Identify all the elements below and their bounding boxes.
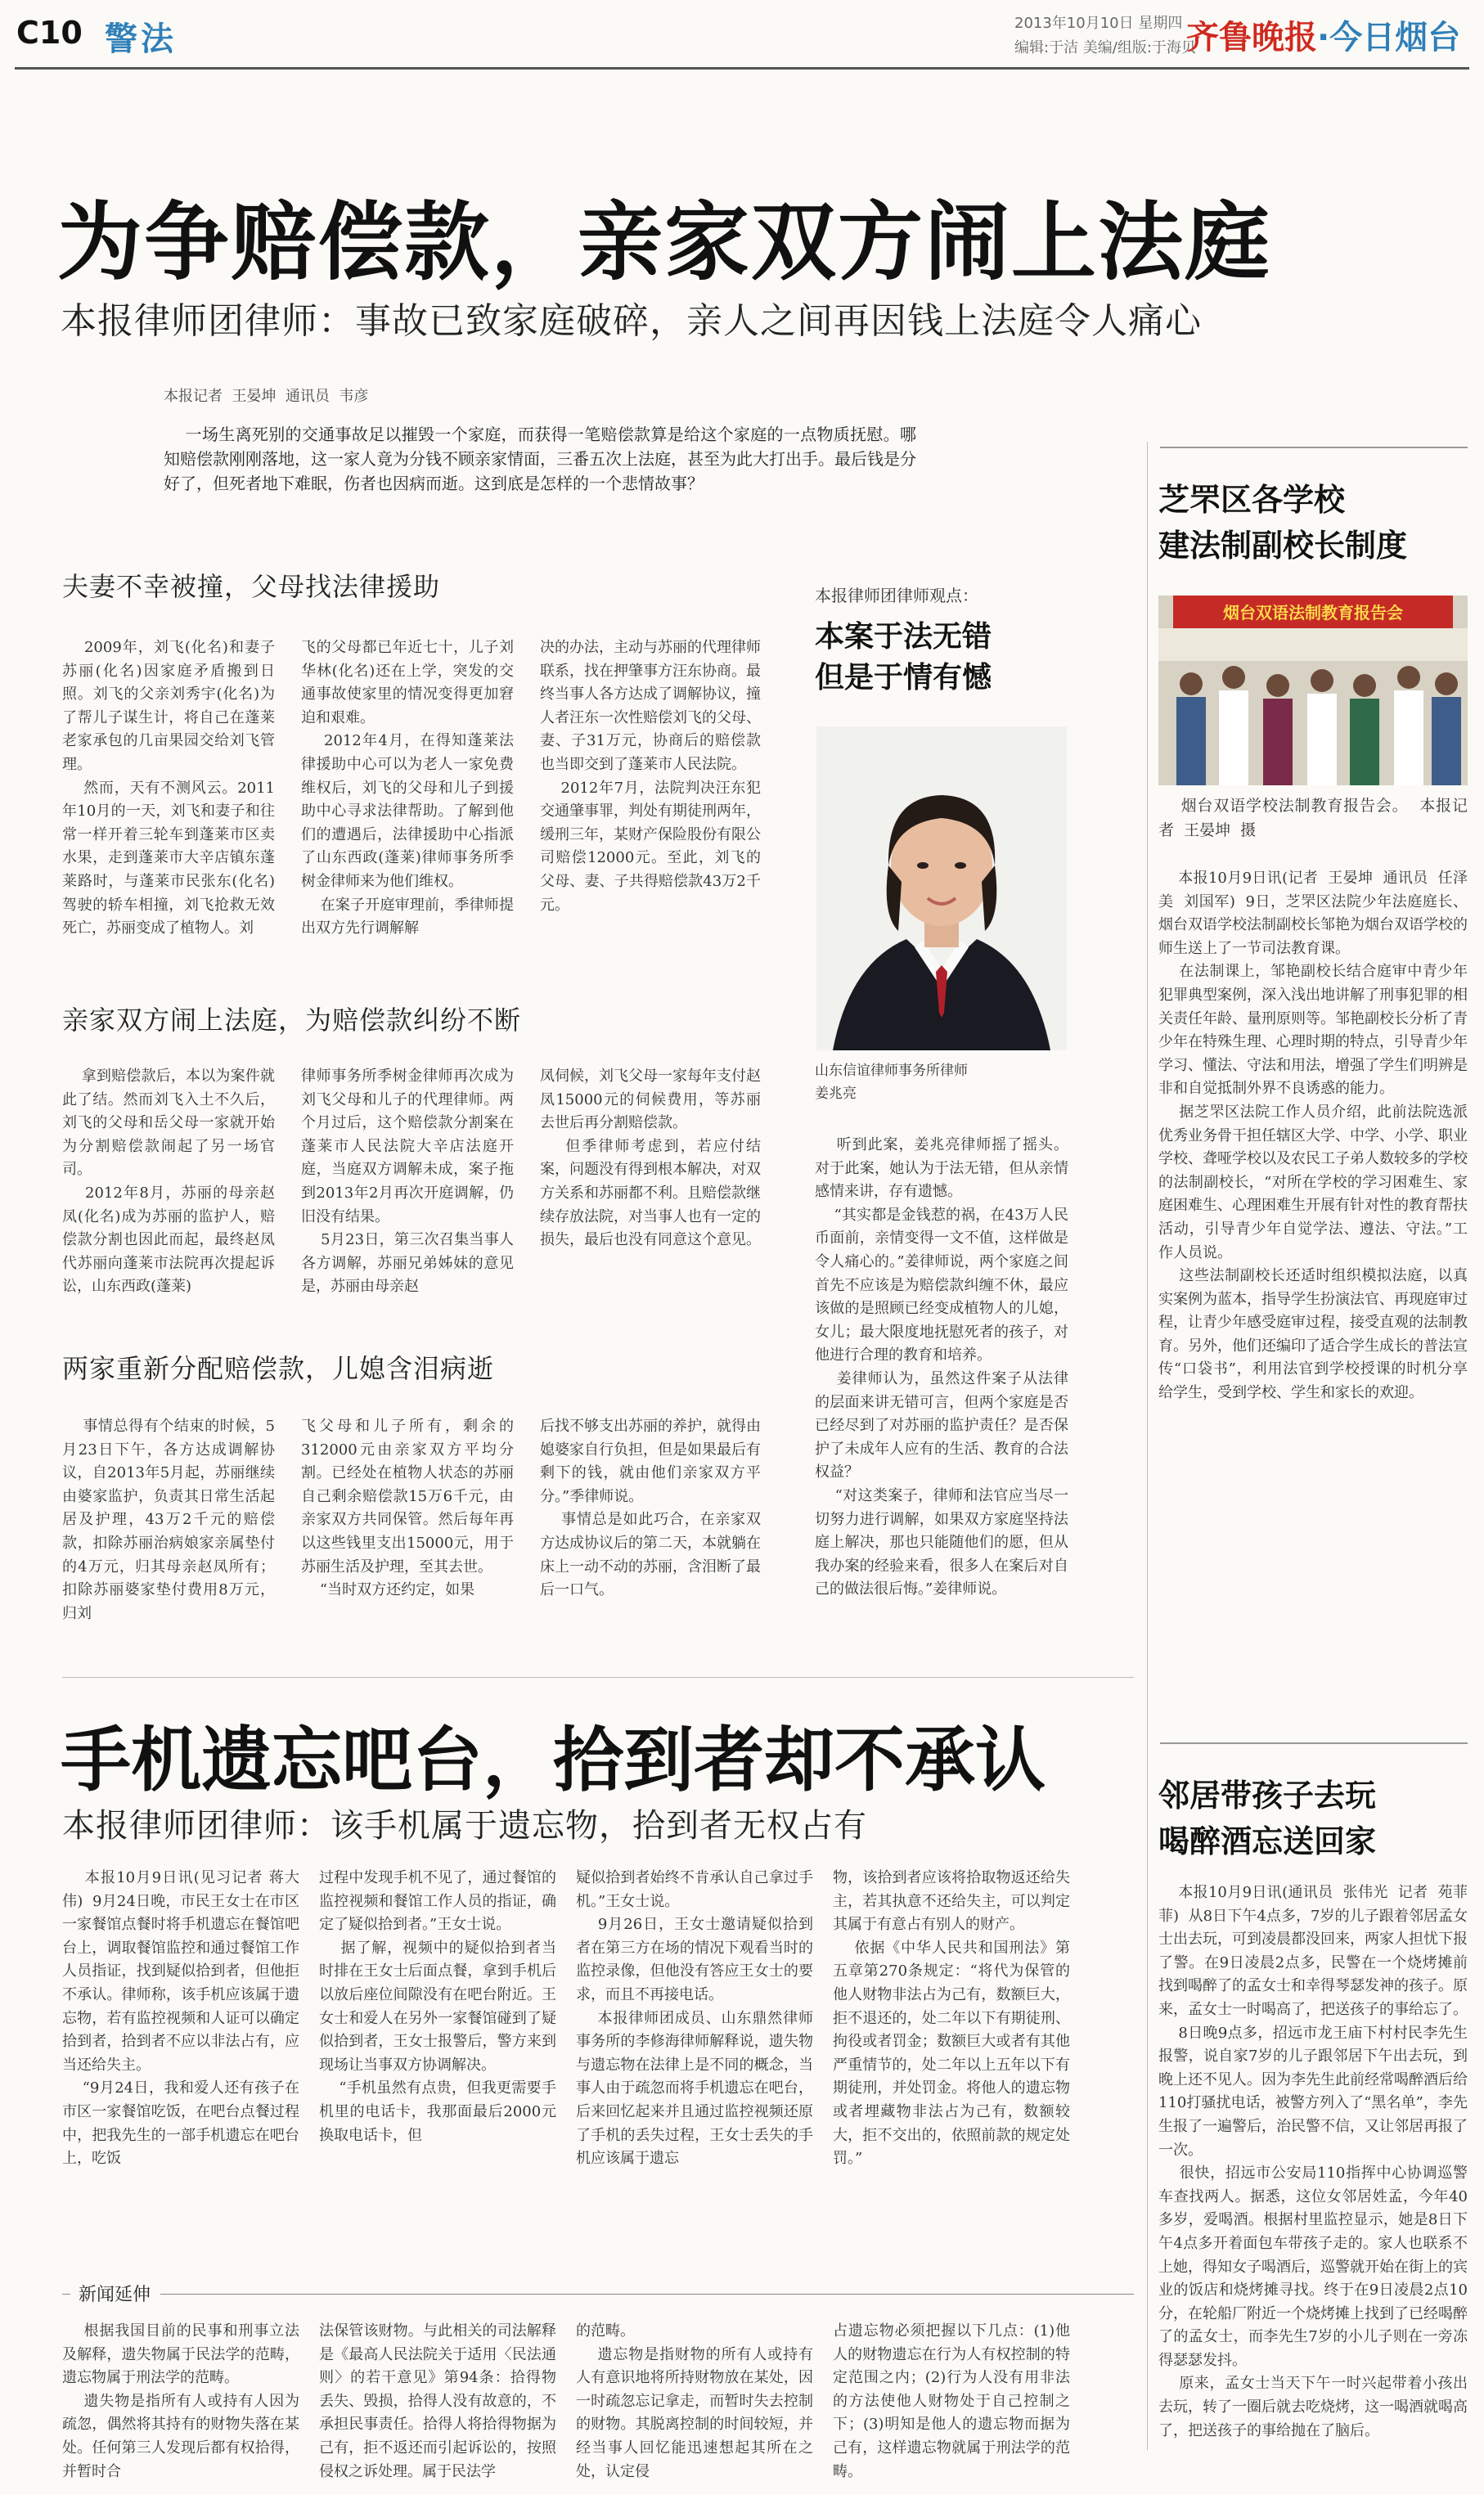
- right1-title-2: 建法制副校长制度: [1158, 528, 1408, 564]
- photo-caption-firm: 山东信谊律师事务所律师: [815, 1063, 968, 1079]
- photo-caption-name: 姜兆亮: [815, 1086, 857, 1102]
- story2-top-rule: [62, 1677, 1134, 1678]
- right2-title-2: 喝醉酒忘送回家: [1158, 1823, 1377, 1859]
- s1-col2: 飞的父母都已年近七十，儿子刘华林(化名)还在上学，突发的交通事故使家里的情况变得更加窘迫和艰难。 2012年4月，在得知蓬莱法律援助中心可以为老人一家免费维权后，刘飞的父母和儿子到援助中心寻求法律帮助。了解到他们的遭遇后，法律援助中心指派了山东西政(蓬莱)律师事务所季树金律师来为他们维权。 在案子开庭审理前，季律师提出双方先行调解解: [301, 639, 514, 937]
- opinion-body: 听到此案，姜兆亮律师摇了摇头。对于此案，她认为于法无错，但从亲情感情来讲，存有遗憾。 “其实都是金钱惹的祸，在43万人民币面前，亲情变得一文不值，这样做是令人痛心的。”姜律师说，两个家庭之间首先不应该是为赔偿款纠缠不休，最应该做的是照顾已经变成植物人的儿媳，女儿；最大限度地抚慰死者的孩子，对他进行合理的教育和培养。 姜律师认为，虽然这件案子从法律的层面来讲无错可言，但两个家庭是否已经尽到了对苏丽的监护责任？是否保护了未成年人应有的生活、教育的合法权益？ “对这类案子，律师和法官应当尽一切努力进行调解，如果双方家庭坚持法庭上解决，那也只能随他们的愿，但从我办案的经验来看，很多人在案后对自己的做法很后悔。”姜律师说。: [815, 1136, 1068, 1598]
- story1-headline: 为争赔偿款，亲家双方闹上法庭: [57, 192, 1272, 292]
- page-number: C10: [16, 15, 83, 51]
- editor-credits: 编辑:于洁 美编/组版:于海贝: [1014, 39, 1196, 56]
- right2-body: 本报10月9日讯(通讯员 张伟光 记者 苑菲菲) 从8日下午4点多，7岁的儿子跟着邻居孟女士出去玩，可到凌晨都没回来，两家人担忧下报了警。在9日凌晨2点多，民警在一个烧烤摊前找到喝醉了的孟女士和幸得琴瑟发神的孩子。原来，孟女士一时喝高了，把送孩子的事给忘了。 8日晚9点多，招远市龙王庙下村村民李先生报警，说自家7岁的儿子跟邻居下午出去玩，到晚上还不见人。因为李先生此前经常喝醉酒后给110打骚扰电话，被警方列入了“黑名单”，李先生报了一遍警后，治民警不信，又让邻居再报了一次。 很快，招远市公安局110指挥中心协调巡警车查找两人。据悉，这位女邻居姓孟，今年40多岁，爱喝酒。根据村里监控显示，她是8日下午4点多开着面包车带孩子走的。家人也联系不上她，得知女子喝酒后，巡警就开始在街上的宾业的饭店和烧烤摊寻找。终于在9日凌晨2点10分，在轮船厂附近一个烧烤摊上找到了已经喝醉了的孟女士，而李先生7岁的小儿子则在一旁冻得瑟瑟发抖。 原来，孟女士当天下午一时兴起带着小孩出去玩，转了一圈后就去吃烧烤，这一喝酒就喝高了，把送孩子的事给抛在了脑后。: [1158, 1884, 1468, 2439]
- extension-col4: 占遗忘物必须把握以下几点：(1)他人的财物遗忘在行为人有权控制的特定范围之内；(2)行为人没有用非法的方法使他人财物处于自己控制之下；(3)明知是他人的遗忘物而据为己有，这样遗忘物就属于刑法学的范畴。: [833, 2322, 1070, 2480]
- event-banner-text: 烟台双语法制教育报告会: [1223, 603, 1403, 623]
- right1-photo-caption: 烟台双语学校法制教育报告会。 本报记者 王晏坤 摄: [1158, 797, 1468, 839]
- right2-top-rule: [1160, 1742, 1468, 1744]
- sidebar-title-1: 本案于法无错: [815, 620, 992, 654]
- story2-col1: 本报10月9日讯(见习记者 蒋大伟) 9月24日晚，市民王女士在市区一家餐馆点餐时将手机遗忘在餐馆吧台上，调取餐馆监控和通过餐馆工作人员指证，找到疑似拾到者，但他拒不承认。律师称，该手机应该属于遗忘物，若有监控视频和人证可以确定拾到者，拾到者不应以非法占有，应当还给失主。 “9月24日，我和爱人还有孩子在市区一家餐馆吃饭，在吧台点餐过程中，把我先生的一部手机遗忘在吧台上，吃饭: [62, 1869, 299, 2168]
- story2-subhead: 本报律师团律师：该手机属于遗忘物，拾到者无权占有: [62, 1807, 867, 1845]
- extension-rule-left: [62, 2294, 70, 2295]
- story2-col3: 疑似拾到者始终不肯承认自己拿过手机。”王女士说。 9月26日，王女士邀请疑似拾到者在第三方在场的情况下观看当时的监控录像，但他没有答应王女士的要求，而且不再接电话。 本报律师团成员、山东鼎然律师事务所的李修海律师解释说，遗失物与遗忘物在法律上是不同的概念，当事人由于疏忽而将手机遗忘在吧台，后来回忆起来并且通过监控视频还原了手机的丢失过程，王女士丢失的手机应该属于遗忘: [576, 1869, 813, 2168]
- extension-col3: 的范畴。 遗忘物是指财物的所有人或持有人有意识地将所持财物放在某处，因一时疏忽忘记拿走，而暂时失去控制的财物。其脱离控制的时间较短，并经当事人回忆能迅速想起其所在之处，认定侵: [576, 2322, 813, 2480]
- right1-body: 本报10月9日讯(记者 王晏坤 通讯员 任泽美 刘国军) 9日，芝罘区法院少年法庭庭长、烟台双语学校法制副校长邹艳为烟台双语学校的师生送上了一节司法教育课。 在法制课上，邹艳副校长结合庭审中青少年犯罪典型案例，深入浅出地讲解了刑事犯罪的相关责任年龄、量刑原则等。邹艳副校长分析了青少年在特殊生理、心理时期的特点，引导青少年学习、懂法、守法和用法，增强了学生们明辨是非和自觉抵制外界不良诱惑的能力。 据芝罘区法院工作人员介绍，此前法院选派优秀业务骨干担任辖区大学、中学、小学、职业学校、聋哑学校以及农民工子弟人数较多的学校的法制副校长，“对所在学校的学习困难生、家庭困难生、心理困难生开展有针对性的教育帮扶活动，引导青少年自觉学法、遵法、守法。”工作人员说。 这些法制副校长还适时组织模拟法庭，以真实案例为蓝本，指导学生扮演法官、再现庭审过程，让青少年感受庭审过程，接受直观的法制教育。另外，他们还编印了适合学生成长的普法宣传“口袋书”，利用法官到学校授课的时机分享给学生，受到学校、学生和家长的欢迎。: [1158, 870, 1468, 1402]
- section1-title: 夫妻不幸被撞，父母找法律援助: [62, 571, 441, 602]
- sidebar-title-2: 但是于情有憾: [815, 661, 992, 695]
- s1-col3: 决的办法，主动与苏丽的代理律师联系，找在押肇事方汪东协商。最终当事人各方达成了调解协议，撞人者汪东一次性赔偿刘飞的父母、妻、子31万元，协商后的赔偿款也当即交到了蓬莱市人民法院。 2012年7月，法院判决汪东犯交通肇事罪，判处有期徒刑两年，缓刑三年，某财产保险股份有限公司赔偿12000元。至此，刘飞的父母、妻、子共得赔偿款43万2千元。: [540, 639, 761, 914]
- story2-col4: 物，该拾到者应该将拾取物返还给失主，若其执意不还给失主，可以判定其属于有意占有别人的财产。 依据《中华人民共和国刑法》第五章第270条规定：“将代为保管的他人财物非法占为己有，数额巨大，拒不退还的，处二年以下有期徒刑、拘役或者罚金；数额巨大或者有其他严重情节的，处二年以上五年以下有期徒刑，并处罚金。将他人的遗忘物或者埋藏物非法占为己有，数额较大，拒不交出的，依照前款的规定处罚。”: [833, 1869, 1070, 2168]
- section2-title: 亲家双方闹上法庭，为赔偿款纠纷不断: [62, 1005, 522, 1036]
- right1-title-1: 芝罘区各学校: [1158, 482, 1346, 518]
- section3-title: 两家重新分配赔偿款，儿媳含泪病逝: [62, 1353, 495, 1384]
- lawyer-portrait: [816, 726, 1067, 1050]
- s2-col2: 律师事务所季树金律师再次成为刘飞父母和儿子的代理律师。两个月过后，这个赔偿款分割案在蓬莱市人民法院大辛店法庭开庭，当庭双方调解未成，案子拖到2013年2月再次开庭调解，仍旧没有结果。 5月23日，第三次召集当事人各方调解，苏丽兄弟姊妹的意见是，苏丽由母亲赵: [301, 1068, 514, 1296]
- s1-col1: 2009年，刘飞(化名)和妻子苏丽(化名)因家庭矛盾搬到日照。刘飞的父亲刘秀宇(化名)为了帮儿子谋生计，将自己在蓬莱老家承包的几亩果园交给刘飞管理。 然而，天有不测风云。2011年10月的一天，刘飞和妻子和往常一样开着三轮车到蓬莱市区卖水果，走到蓬莱市大辛店镇东蓬莱路时，与蓬莱市民张东(化名)驾驶的轿车相撞，刘飞抢救无效死亡，苏丽变成了植物人。刘: [62, 639, 275, 937]
- right2-title-1: 邻居带孩子去玩: [1158, 1778, 1377, 1814]
- extension-col1: 根据我国目前的民事和刑事立法及解释，遗失物属于民法学的范畴，遗忘物属于刑法学的范畴。 遗失物是指所有人或持有人因为疏忽，偶然将其持有的财物失落在某处。任何第三人发现后都有权拾得，并暂时合: [62, 2322, 299, 2480]
- s3-col3: 后找不够支出苏丽的养护，就得由媳婆家自行负担，但是如果最后有剩下的钱，就由他们亲家双方平分。”季律师说。 事情总是如此巧合，在亲家双方达成协议后的第二天，本就躺在床上一动不动的苏丽，含泪断了最后一口气。: [540, 1418, 761, 1599]
- s2-col3: 凤伺候，刘飞父母一家每年支付赵凤15000元的伺候费用，等苏丽去世后再分割赔偿款。 但季律师考虑到，若应付结案，问题没有得到根本解决，对双方关系和苏丽都不利。且赔偿款继续存放法院，对当事人也有一定的损失，最后也没有同意这个意见。: [540, 1068, 761, 1249]
- extension-col2: 法保管该财物。与此相关的司法解释是《最高人民法院关于适用〈民法通则〉的若干意见》第94条：拾得物丢失、毁损，拾得人没有故意的，不承担民事责任。拾得人将拾得物据为己有，拒不返还而引起诉讼的，按照侵权之诉处理。属于民法学: [319, 2322, 556, 2480]
- masthead-rule: [15, 67, 1469, 70]
- story2-headline: 手机遗忘吧台，拾到者却不承认: [61, 1720, 1046, 1801]
- extension-rule-right: [160, 2294, 1134, 2295]
- sidebar-label: 本报律师团律师观点：: [815, 586, 978, 605]
- right-column-divider: [1147, 442, 1148, 2450]
- right1-top-rule: [1160, 447, 1468, 448]
- section-name: 警法: [105, 20, 177, 58]
- story1-subhead: 本报律师团律师：事故已致家庭破碎，亲人之间再因钱上法庭令人痛心: [61, 300, 1202, 342]
- s2-col1: 拿到赔偿款后，本以为案件就此了结。然而刘飞入土不久后，刘飞的父母和岳父母一家就开始为分割赔偿款闹起了另一场官司。 2012年8月，苏丽的母亲赵凤(化名)成为苏丽的监护人，赔偿款分割也因此而起，最终赵凤代苏丽向蓬莱市法院再次提起诉讼，山东西政(蓬莱): [62, 1068, 275, 1296]
- school-event-photo: [1158, 596, 1468, 785]
- story2-col2: 过程中发现手机不见了，通过餐馆的监控视频和餐馆工作人员的指证，确定了疑似拾到者。”王女士说。 据了解，视频中的疑似拾到者当时排在王女士后面点餐，拿到手机后以放后座位间隙没有在吧台附近。王女士和爱人在另外一家餐馆碰到了疑似拾到者，王女士报警后，警方来到现场让当事双方协调解决。 “手机虽然有点贵，但我更需要手机里的电话卡，我那面最后2000元换取电话卡，但: [319, 1869, 556, 2144]
- paper-logo: 齐鲁晚报·今日烟台: [1186, 18, 1461, 56]
- story1-byline: 本报记者 王晏坤 通讯员 韦彦: [164, 388, 369, 405]
- s3-col2: 飞父母和儿子所有，剩余的312000元由亲家双方平均分割。已经处在植物人状态的苏丽自己剩余赔偿款15万6千元，由亲家双方共同保管。然后每年再以这些钱里支出15000元，用于苏丽生活及护理，至其去世。 “当时双方还约定，如果: [301, 1418, 514, 1599]
- news-extension-label: 新闻延伸: [79, 2285, 151, 2305]
- issue-date: 2013年10月10日 星期四: [1014, 15, 1183, 32]
- s3-col1: 事情总得有个结束的时候，5月23日下午，各方达成调解协议，自2013年5月起，苏丽继续由婆家监护，负责其日常生活起居及护理，43万2千元的赔偿款，扣除苏丽治病娘家亲属垫付的4万元，归其母亲赵凤所有；扣除苏丽婆家垫付费用8万元，归刘: [62, 1418, 275, 1622]
- story1-lead: 一场生离死别的交通事故足以摧毁一个家庭，而获得一笔赔偿款算是给这个家庭的一点物质抚慰。哪知赔偿款刚刚落地，这一家人竟为分钱不顾亲家情面，三番五次上法庭，甚至为此大打出手。最后钱是分好了，但死者地下难眠，伤者也因病而逝。这到底是怎样的一个悲情故事？: [164, 425, 916, 493]
